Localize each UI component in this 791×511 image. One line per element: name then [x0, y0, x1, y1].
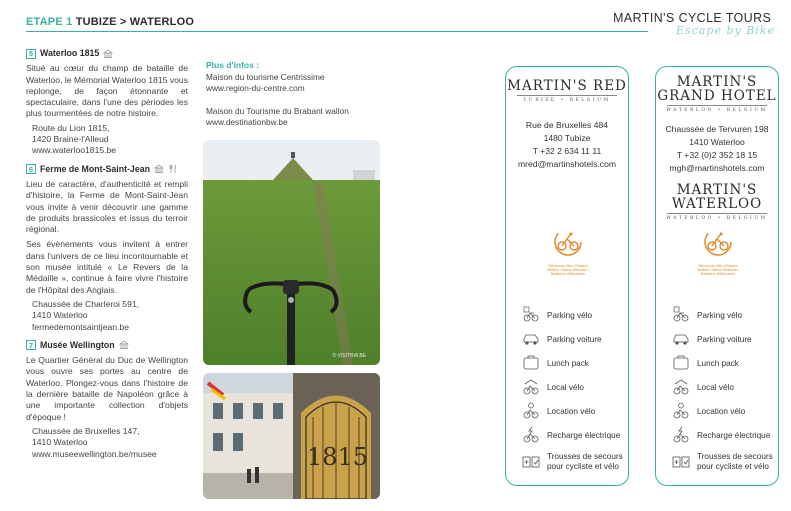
amenity-label: Parking vélo — [697, 310, 743, 320]
website-link[interactable]: www.waterloo1815.be — [32, 145, 117, 156]
hotel-logo-name: MARTIN'S — [676, 182, 758, 198]
first-aid-icon — [672, 453, 690, 471]
amenity-label: Trousses de secours pour cycliste et vélo — [697, 452, 773, 471]
amenity-item — [522, 351, 626, 375]
amenity-label: Location vélo — [547, 406, 596, 416]
hotel-logo-name: GRAND HOTEL — [657, 88, 777, 104]
route-separator: > — [119, 16, 127, 28]
amenities-list — [672, 303, 776, 477]
bienvenue-velo-badge — [696, 227, 740, 276]
svg-text:1815: 1815 — [307, 443, 369, 471]
amenity-label: Local vélo — [547, 382, 584, 392]
bike-rental-icon — [672, 402, 690, 420]
section-title: Ferme de Mont-Saint-Jean — [40, 163, 150, 174]
amenity-item — [522, 399, 626, 423]
charging-icon — [522, 426, 540, 444]
brand-tagline: Escape by Bike — [676, 24, 775, 37]
hotel-logo — [506, 79, 628, 103]
lion-mound-illustration — [203, 140, 380, 365]
bike-storage-icon — [522, 378, 540, 396]
amenity-item — [672, 303, 776, 327]
bike-welcome-icon — [703, 227, 733, 257]
hotel-logo-name: MARTIN'S RED — [507, 78, 627, 94]
museum-icon — [154, 164, 164, 174]
address-line: 1410 Waterloo — [32, 437, 88, 448]
info-title: Plus d'infos : — [206, 60, 260, 70]
route-from: TUBIZE — [75, 16, 117, 28]
route-to: WATERLOO — [129, 16, 195, 28]
hotel-logo-name: WATERLOO — [671, 196, 763, 212]
hotel-logo-secondary — [656, 183, 778, 221]
hotel-logo-name: MARTIN'S — [676, 74, 758, 90]
lion-mound-bike-photo — [203, 140, 380, 365]
website-link[interactable]: fermedemontsaintjean.be — [32, 321, 129, 332]
museum-facade-illustration — [203, 373, 380, 499]
info-column — [206, 60, 386, 140]
amenity-label: Trousses de secours pour cycliste et vélo — [547, 452, 623, 471]
amenity-label: Location vélo — [697, 406, 746, 416]
section-paragraph: Lieu de caractère, d'authenticité et rempli d'histoire, la Ferme de Mont-Saint-Jean vous invite à venir découvrir une gamme de produits brassicoles et issus du terroir régional. — [26, 178, 188, 235]
email-link[interactable]: mgh@martinshotels.com — [669, 163, 765, 173]
amenity-label: Lunch pack — [547, 358, 589, 368]
info-block — [206, 106, 386, 129]
amenity-item — [522, 375, 626, 399]
hotel-logo-location: TUBIZE • BELGIUM — [523, 98, 611, 103]
photo-credit: © VISITBW.BE — [332, 353, 366, 359]
brand-name: MARTIN'S CYCLE TOURS — [612, 10, 771, 25]
brand-logo — [609, 10, 775, 37]
section-paragraph: Ses évènements vous invitent à entrer dans l'univers de ce lieu incontournable et son musée intitulé « Le Revers de la Médaille », continue à faire vivre l'histoire de l'Hôpital des Anglais. — [26, 239, 188, 295]
amenity-item — [672, 375, 776, 399]
food-icon — [168, 164, 178, 174]
hotel-address — [506, 119, 628, 171]
info-name: Maison du Tourisme du Brabant wallon — [206, 105, 349, 116]
phone-number[interactable]: T +32 2 634 11 11 — [532, 146, 602, 156]
first-aid-icon — [522, 453, 540, 471]
charging-icon — [672, 426, 690, 444]
address-line: Chaussée de Tervuren 198 — [665, 124, 769, 134]
section-title: Musée Wellington — [40, 339, 115, 350]
section-address — [26, 299, 188, 333]
amenities-list — [522, 303, 626, 477]
amenity-item — [672, 447, 776, 477]
amenity-label: Recharge électrique — [697, 430, 771, 440]
logo-rule — [517, 95, 617, 96]
bike-rental-icon — [522, 402, 540, 420]
header-divider — [26, 31, 648, 32]
car-parking-icon — [672, 330, 690, 348]
info-block — [206, 72, 386, 95]
attraction-section — [26, 48, 188, 157]
section-address — [26, 123, 188, 157]
hotel-logo-location: WATERLOO • BELGIUM — [666, 108, 768, 113]
address-line: 1410 Waterloo — [32, 310, 88, 321]
bike-storage-icon — [672, 378, 690, 396]
section-address — [26, 426, 188, 460]
section-title: Waterloo 1815 — [40, 48, 100, 58]
hotel-logo — [656, 75, 778, 113]
phone-number[interactable]: T +32 (0)2 352 18 15 — [676, 150, 758, 160]
amenity-label: Parking vélo — [547, 310, 593, 320]
museum-icon — [119, 340, 129, 350]
badge-text: Bienvenue Vélo • Fietsers Welkom • Bikers Welcome • Radfahrer Willkommen — [697, 264, 739, 276]
amenity-label: Parking voiture — [547, 334, 602, 344]
address-line: Chaussée de Charleroi 591, — [32, 298, 140, 309]
logo-rule — [667, 105, 767, 106]
amenity-item — [672, 327, 776, 351]
address-line: Route du Lion 1815, — [32, 122, 110, 133]
museum-facade-photo — [203, 373, 380, 499]
bienvenue-velo-badge — [546, 227, 590, 276]
amenity-label: Recharge électrique — [547, 430, 621, 440]
section-heading — [26, 340, 188, 351]
hotel-logo-location: WATERLOO • BELGIUM — [666, 216, 768, 221]
attraction-section — [26, 164, 188, 333]
hotel-address — [656, 123, 778, 175]
info-name: Maison du tourisme Centrissime — [206, 71, 325, 82]
section-heading — [26, 48, 188, 59]
section-number: 7 — [26, 340, 36, 350]
stage-title — [26, 16, 194, 28]
bike-parking-icon — [522, 306, 540, 324]
attraction-section — [26, 340, 188, 460]
amenity-label: Local vélo — [697, 382, 734, 392]
amenity-item — [672, 351, 776, 375]
amenity-label: Parking voiture — [697, 334, 752, 344]
amenity-item — [672, 423, 776, 447]
address-line: Chaussée de Bruxelles 147, — [32, 425, 140, 436]
logo-rule — [667, 213, 767, 214]
bike-welcome-icon — [553, 227, 583, 257]
amenity-item — [522, 447, 626, 477]
section-number: 5 — [26, 49, 36, 59]
section-paragraph: Le Quartier Général du Duc de Wellington vous ouvre ses portes au centre de Waterloo. Plongez-vous dans l'histoire de la dernière bataille de Napoléon grâce à une importante collection d'objets d'époque ! — [26, 355, 188, 422]
stage-label: ETAPE 1 — [26, 16, 73, 28]
website-link[interactable]: www.museewellington.be/musee — [32, 448, 157, 459]
page-header — [0, 0, 791, 40]
lunch-pack-icon — [672, 354, 690, 372]
hotel-card-martins-red — [505, 66, 629, 486]
attractions-column — [26, 48, 188, 467]
badge-text: Bienvenue Vélo • Fietsers Welkom • Bikers Welcome • Radfahrer Willkommen — [547, 264, 589, 276]
bike-parking-icon — [672, 306, 690, 324]
amenity-item — [522, 423, 626, 447]
address-line: Rue de Bruxelles 484 — [525, 120, 609, 130]
section-number: 6 — [26, 164, 36, 174]
car-parking-icon — [522, 330, 540, 348]
email-link[interactable]: mred@martinshotels.com — [517, 159, 617, 169]
info-link[interactable]: www.destinationbw.be — [206, 117, 288, 127]
lunch-pack-icon — [522, 354, 540, 372]
info-link[interactable]: www.region-du-centre.com — [206, 83, 305, 93]
amenity-label: Lunch pack — [697, 358, 739, 368]
section-paragraph: Situé au cœur du champ de bataille de Waterloo, le Mémorial Waterloo 1815 vous replonge, de façon étonnante et spectaculaire, dans l'une des périodes les plus tourmentées de notre histoire. — [26, 63, 188, 119]
address-line: 1420 Braine-l'Alleud — [32, 134, 109, 145]
section-heading — [26, 164, 188, 175]
amenity-item — [522, 303, 626, 327]
amenity-item — [672, 399, 776, 423]
address-line: 1410 Waterloo — [689, 137, 745, 147]
hotel-card-martins-waterloo — [655, 66, 779, 486]
amenity-item — [522, 327, 626, 351]
museum-icon — [103, 49, 113, 59]
address-line: 1480 Tubize — [543, 133, 591, 143]
